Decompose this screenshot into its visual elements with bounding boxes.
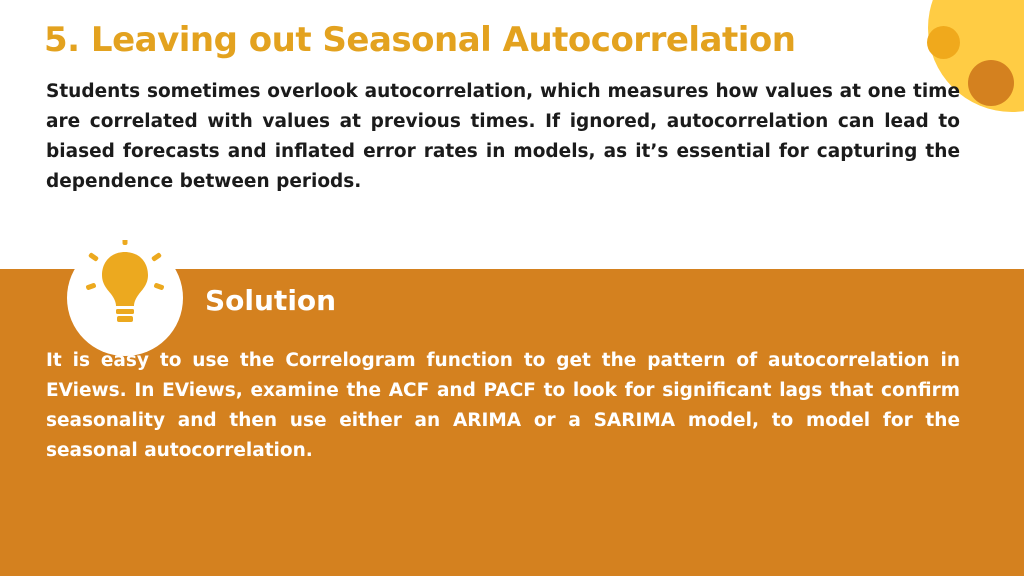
intro-paragraph: Students sometimes overlook autocorrelation, which measures how values at one time are correlated with values at previous times. If ignored, autocorrelation can lead to biased forecasts and inflated error rates in models, as it’s essential for capturing the dependence between periods. (46, 81, 960, 192)
slide-title: 5. Leaving out Seasonal Autocorrelation (44, 20, 796, 60)
solution-paragraph: It is easy to use the Correlogram function to get the pattern of autocorrelation in EViews. In EViews, examine the ACF and PACF to look for significant lags that confirm seasonality and then use either an ARIMA or a SARIMA model, to model for the seasonal autocorrelation. (46, 350, 960, 461)
solution-heading: Solution (205, 284, 337, 317)
lightbulb-badge (67, 240, 183, 356)
lightbulb-icon (67, 240, 183, 356)
decorative-circle-medium (968, 60, 1014, 106)
decorative-circle-small (927, 26, 960, 59)
